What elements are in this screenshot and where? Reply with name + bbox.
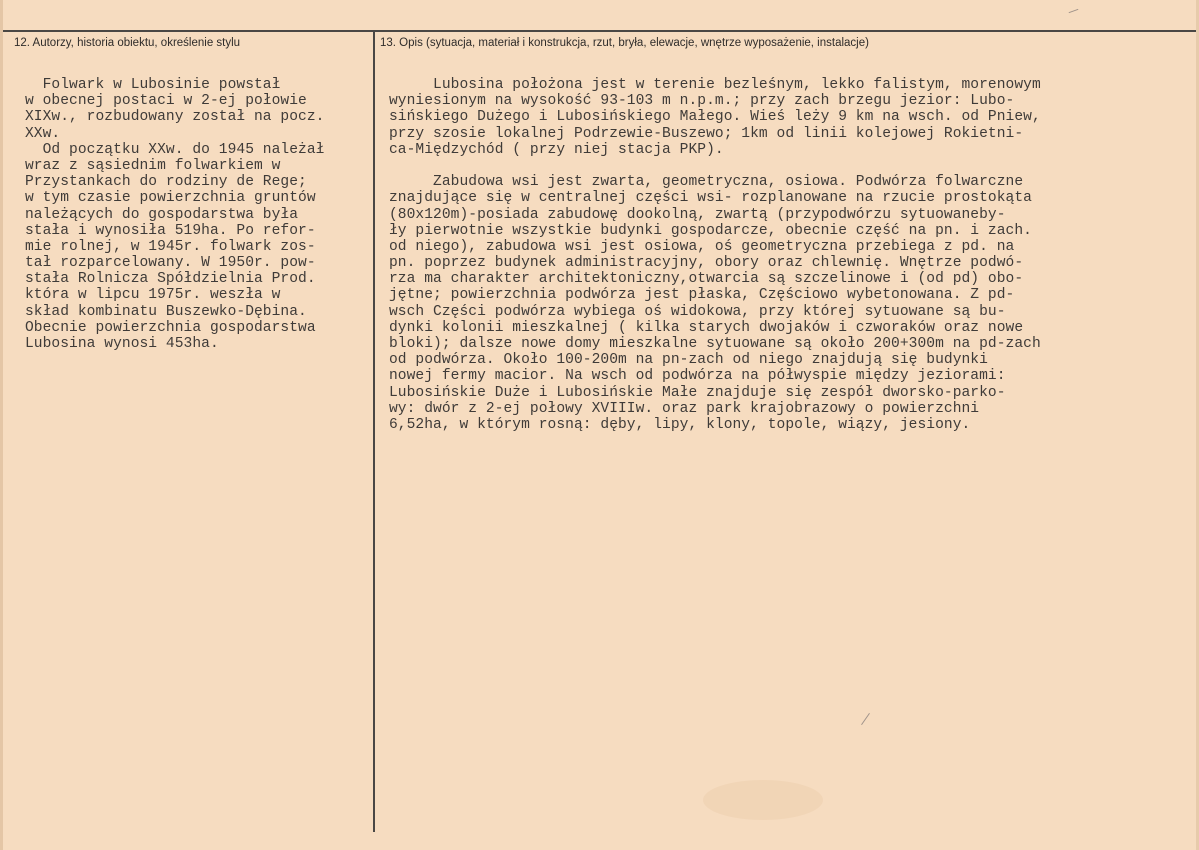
layout-line: od podwórza. Około 100-200m na pn-zach od niego znajdują się budynki (389, 352, 988, 369)
layout-line: wy: dwór z 2-ej połowy XVIIIw. oraz park krajobrazowy o powierzchni (389, 400, 980, 417)
layout-line: bloki); dalsze nowe domy mieszkalne sytuowane są około 200+300m na pd-zach (389, 336, 1041, 352)
location-line: ca-Międzychód ( przy niej stacja PKP). (389, 141, 724, 158)
column-divider (373, 32, 375, 832)
layout-line: ły pierwotnie wszystkie budynki gospodarcze, obecnie część na pn. i zach. (389, 222, 1032, 239)
history-line: Folwark w Lubosinie powstał (25, 77, 281, 93)
pencil-mark (861, 713, 870, 725)
history-line: w tym czasie powierzchnia gruntów (25, 190, 316, 207)
history-line: wraz z sąsiednim folwarkiem w (25, 157, 281, 174)
history-line: Lubosina wynosi 453ha. (25, 336, 219, 352)
history-line: należących do gospodarstwa była (25, 206, 299, 223)
section-13-heading: 13. Opis (sytuacja, materiał i konstrukcja, rzut, bryła, elewacje, wnętrze wyposażenie, instalacje) (380, 37, 869, 49)
history-line: stała i wynosiła 519ha. Po refor- (25, 222, 316, 239)
history-line: która w lipcu 1975r. weszła w (25, 287, 281, 304)
layout-line: pn. poprzez budynek administracyjny, obory oraz chlewnię. Wnętrze podwó- (389, 255, 1024, 272)
pencil-mark-top (1069, 9, 1079, 13)
history-line: w obecnej postaci w 2-ej połowie (25, 93, 307, 110)
history-line: XIXw., rozbudowany został na pocz. (25, 109, 325, 126)
paper-stain (703, 780, 823, 820)
header-rule (3, 30, 1196, 32)
description-text (389, 77, 1041, 433)
layout-line: Zabudowa wsi jest zwarta, geometryczna, osiowa. Podwórza folwarczne (389, 174, 1024, 191)
history-line: Przystankach do rodziny de Rege; (25, 174, 307, 191)
paragraph-gap (389, 158, 1041, 174)
layout-line: (80x120m)-posiada zabudowę dookolną, zwartą (przypodwórzu sytuowaneby- (389, 206, 1006, 223)
layout-line: rza ma charakter architektoniczny,otwarcia są szczelinowe i (od pd) obo- (389, 271, 1024, 288)
location-line: Lubosina położona jest w terenie bezleśnym, lekko falistym, morenowym (389, 77, 1041, 93)
location-line: sińskiego Dużego i Lubosińskiego Małego. Wieś leży 9 km na wsch. od Pniew, (389, 109, 1041, 126)
layout-line: Lubosińskie Duże i Lubosińskie Małe znajduje się zespół dworsko-parko- (389, 384, 1006, 401)
section-12-heading: 12. Autorzy, historia obiektu, określenie stylu (14, 37, 241, 49)
history-line: Obecnie powierzchnia gospodarstwa (25, 319, 316, 336)
history-line: tał rozparcelowany. W 1950r. pow- (25, 255, 316, 272)
layout-line: 6,52ha, w którym rosną: dęby, lipy, klony, topole, wiązy, jesiony. (389, 416, 971, 433)
location-line: wyniesionym na wysokość 93-103 m n.p.m.; przy zach brzegu jezior: Lubo- (389, 93, 1015, 110)
history-text (25, 77, 324, 352)
layout-line: jętne; powierzchnia podwórza jest płaska, Częściowo wybetonowana. Z pd- (389, 287, 1015, 304)
history-line: XXw. (25, 125, 61, 142)
history-line: Od początku XXw. do 1945 należał (25, 141, 325, 158)
layout-line: od niego), zabudowa wsi jest osiowa, oś geometryczna przebiega z pd. na (389, 238, 1015, 255)
layout-line: nowej fermy macior. Na wsch od podwórza na półwyspie między jeziorami: (389, 368, 1006, 385)
layout-line: wsch Części podwórza wybiega oś widokowa, przy której sytuowane są bu- (389, 303, 1006, 320)
location-line: przy szosie lokalnej Podrzewie-Buszewo; 1km od linii kolejowej Rokietni- (389, 125, 1024, 142)
layout-line: znajdujące się w centralnej części wsi- rozplanowane na rzucie prostokąta (389, 190, 1032, 207)
history-line: skład kombinatu Buszewko-Dębina. (25, 303, 307, 320)
layout-line: dynki kolonii mieszkalnej ( kilka starych dwojaków i czworaków oraz nowe (389, 319, 1024, 336)
history-line: mie rolnej, w 1945r. folwark zos- (25, 238, 316, 255)
history-line: stała Rolnicza Spółdzielnia Prod. (25, 271, 316, 288)
